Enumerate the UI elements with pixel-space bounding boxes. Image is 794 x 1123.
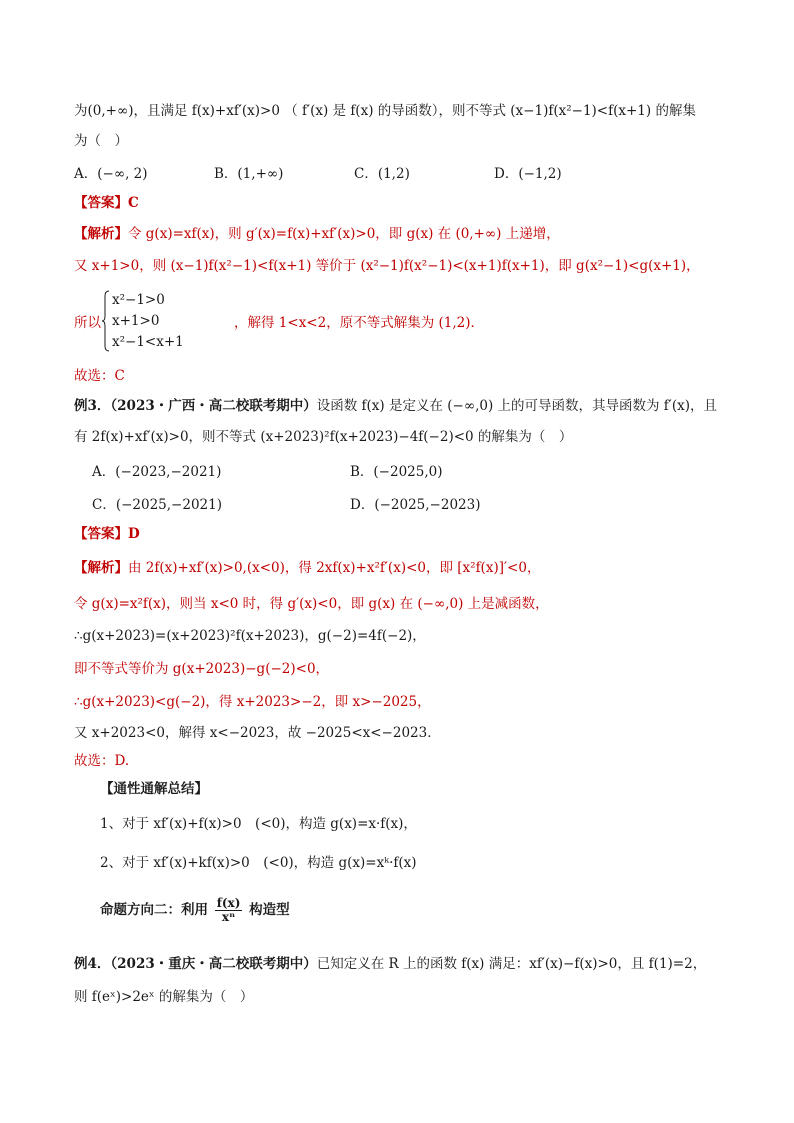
ex3-option-a: A．(−2023,−2021)	[92, 464, 222, 480]
answer-value: C	[128, 195, 139, 211]
ex3-option-b: B．(−2025,0)	[350, 464, 443, 480]
ex3-option-d: D．(−2025,−2023)	[350, 497, 481, 513]
answer-value: D	[128, 526, 140, 542]
intro-line-1: 为(0,+∞)，且满足 f(x)+xf′(x)>0 （ f′(x) 是 f(x) 的导函数），则不等式 (x−1)f(x²−1)<f(x+1) 的解集	[74, 103, 696, 119]
ex3-options-row-1	[92, 460, 772, 480]
fraction-numerator: f(x)	[216, 896, 241, 910]
ex4-line-1	[74, 954, 754, 974]
system-eq-1: x²−1>0	[112, 292, 165, 308]
ex3-analysis-line-1	[74, 558, 754, 578]
system-eq-2: x+1>0	[112, 313, 160, 329]
system-suffix: ，解得 1<x<2，原不等式解集为 (1,2)．	[234, 315, 485, 331]
summary-item-2: 2、对于 xf′(x)+kf(x)>0 (<0)，构造 g(x)=xᵏ·f(x)	[100, 855, 417, 871]
ex2-answer	[74, 193, 754, 213]
ex3-analysis-line-6: 又 x+2023<0，解得 x<−2023，故 −2025<x<−2023．	[74, 725, 441, 741]
ex2-analysis-line-1	[74, 224, 754, 244]
direction-2-fraction	[215, 897, 243, 924]
ex3-text-1: 设函数 f(x) 是定义在 (−∞,0) 上的可导函数，其导函数为 f′(x)，且	[316, 398, 718, 414]
ex2-options	[74, 162, 754, 182]
direction-2-prefix: 命题方向二：利用	[100, 902, 208, 918]
system-equations	[112, 290, 184, 353]
ex3-options-row-2	[92, 493, 772, 513]
ex3-analysis-line-3: ∴g(x+2023)=(x+2023)²f(x+2023)，g(−2)=4f(−2)，	[74, 628, 426, 644]
direction-2-suffix: 构造型	[249, 902, 290, 918]
left-brace-icon	[102, 290, 110, 352]
ex3-analysis-line-5: ∴g(x+2023)<g(−2)，得 x+2023>−2，即 x>−2025，	[74, 694, 431, 710]
answer-tag: 【答案】	[74, 195, 128, 211]
intro-line-2: 为（ ）	[74, 133, 128, 149]
ex4-source: （2023・重庆・高二校联考期中）	[110, 956, 317, 972]
analysis-tag: 【解析】	[74, 226, 128, 242]
ex2-option-b: B．(1,+∞)	[214, 166, 284, 182]
summary-item-1: 1、对于 xf′(x)+f(x)>0 (<0)，构造 g(x)=x·f(x)，	[100, 816, 417, 832]
ex3-choice: 故选：D.	[74, 753, 130, 769]
ex2-choice: 故选：C	[74, 368, 125, 384]
ex3-option-c: C．(−2025,−2021)	[92, 497, 222, 513]
ex2-analysis-line-2: 又 x+1>0，则 (x−1)f(x²−1)<f(x+1) 等价于 (x²−1)f(x²−1)<(x+1)f(x+1)，即 g(x²−1)<g(x+1)，	[74, 258, 700, 274]
ex3-analysis-line-4: 即不等式等价为 g(x+2023)−g(−2)<0，	[74, 661, 330, 677]
summary-title: 【通性通解总结】	[100, 781, 208, 797]
ex3-line-1	[74, 396, 754, 416]
ex3-label: 例3．	[74, 398, 111, 414]
fraction-denominator: xⁿ	[221, 910, 236, 924]
ex3-answer	[74, 524, 754, 544]
ex2-system	[74, 290, 634, 354]
analysis-text: 令 g(x)=xf(x)，则 g′(x)=f(x)+xf′(x)>0，即 g(x) 在 (0,+∞) 上递增，	[128, 226, 560, 242]
ex2-option-d: D．(−1,2)	[494, 166, 562, 182]
analysis-tag: 【解析】	[74, 560, 128, 576]
ex3-source: （2023・广西・高二校联考期中）	[110, 398, 317, 414]
ex2-option-a: A．(−∞, 2)	[74, 166, 148, 182]
direction-2-heading	[100, 893, 754, 927]
ex4-label: 例4．	[74, 956, 111, 972]
ex3-line-2: 有 2f(x)+xf′(x)>0，则不等式 (x+2023)²f(x+2023)−4f(−2)<0 的解集为（ ）	[74, 429, 573, 445]
ex4-line-2: 则 f(eˣ)>2eˣ 的解集为（ ）	[74, 989, 254, 1005]
ex4-text-1: 已知定义在 R 上的函数 f(x) 满足：xf′(x)−f(x)>0，且 f(1)=2，	[316, 956, 707, 972]
system-prefix: 所以	[74, 315, 101, 331]
ex3-analysis-line-2: 令 g(x)=x²f(x)，则当 x<0 时，得 g′(x)<0，即 g(x) 在 (−∞,0) 上是减函数，	[74, 596, 549, 612]
ex2-option-c: C．(1,2)	[354, 166, 410, 182]
analysis-text: 由 2f(x)+xf′(x)>0,(x<0)，得 2xf(x)+x²f′(x)<0，即 [x²f(x)]′<0，	[128, 560, 541, 576]
answer-tag: 【答案】	[74, 526, 128, 542]
system-eq-3: x²−1<x+1	[112, 334, 184, 350]
